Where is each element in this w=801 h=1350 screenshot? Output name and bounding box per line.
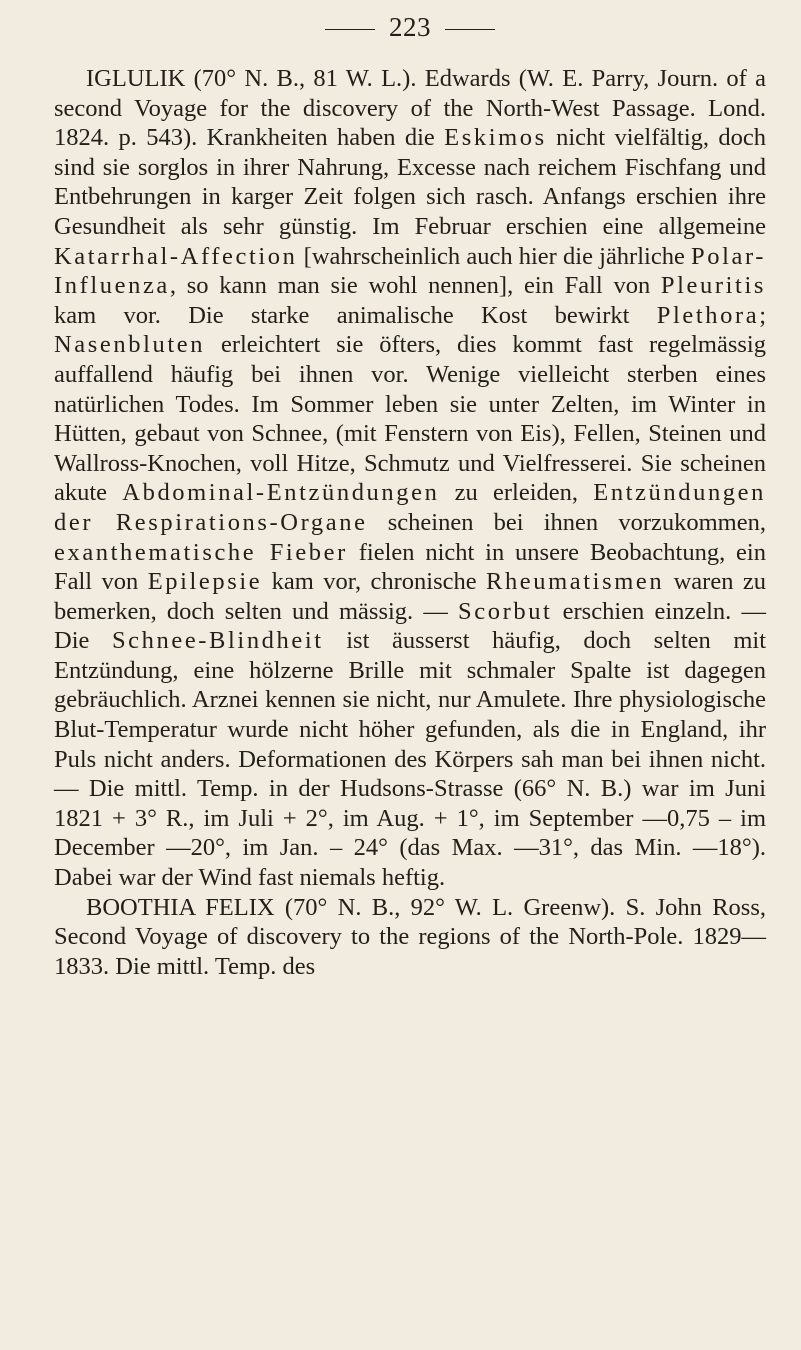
text-run: erleichtert sie öfters, dies kommt fast regelmässig auffallend häufig bei ihnen vor. Wenige vielleicht sterben eines natürlichen Todes. Im Sommer leben sie unter Zelten, im Winter in Hütten, gebaut von Schnee, (mit Fenstern von Eis), Fellen, Steinen und Wallross-Knochen, voll Hitze, Schmutz und Vielfresserei. Sie scheinen akute <box>54 331 766 507</box>
text-run: (70° N. B., 81 W. L.). Edwards (W. E. Parry, Journ. of a second Voyage for the discovery of the North-West Passage. Lond. 1824. p. 543). Krankheiten haben die <box>54 65 766 152</box>
emphasized-term: Pleuritis <box>660 272 766 300</box>
emphasized-term: Polar-Influenza <box>54 242 766 300</box>
text-run: ; <box>759 301 766 329</box>
text-run: fielen nicht in unsere Beobachtung, ein Fall von <box>54 538 766 596</box>
emphasized-term: Scorbut <box>458 597 553 625</box>
page-header <box>54 14 766 48</box>
text-run: scheinen bei ihnen vorzukommen, <box>367 508 766 536</box>
text-run: erschien einzeln. — Die <box>54 597 766 655</box>
header-rule-right <box>445 29 495 30</box>
emphasized-term: Epilepsie <box>147 568 263 596</box>
emphasized-term: Katarrhal-Affection <box>54 242 298 270</box>
emphasized-term: Nasenbluten <box>54 331 206 359</box>
text-run: , so kann man sie wohl nennen], ein Fall von <box>169 272 661 300</box>
document-page <box>54 14 766 981</box>
text-run: (70° N. B., 92° W. L. Greenw). S. John Ross, Second Voyage of discovery to the regions of the North-Pole. 1829—1833. Die mittl. Temp. des <box>54 893 766 980</box>
paragraph <box>54 893 766 982</box>
body-text <box>54 64 766 981</box>
text-run: nicht vielfältig, doch sind sie sorglos in ihrer Nahrung, Excesse nach reichem Fischfang und Entbehrungen in karger Zeit folgen sich rasch. Anfangs erschien ihre Gesundheit als sehr günstig. Im Februar erschien eine allgemeine <box>54 124 766 240</box>
emphasized-term: Schnee-Blindheit <box>111 627 324 655</box>
paragraph <box>54 64 766 893</box>
place-heading: BOOTHIA FELIX <box>86 893 275 921</box>
emphasized-term: Eskimos <box>444 124 547 152</box>
header-rule-left <box>325 29 375 30</box>
text-run: [wahrscheinlich auch hier die jährliche <box>297 242 692 270</box>
emphasized-term: Abdominal-Entzündungen <box>122 479 440 507</box>
text-run: kam vor. Die starke animalische Kost bewirkt <box>54 301 657 329</box>
text-run: waren zu bemerken, doch selten und mässig. — <box>54 568 766 625</box>
text-run: ist äusserst häufig, doch selten mit Entzündung, eine hölzerne Brille mit schmaler Spalte ist dagegen gebräuchlich. Arznei kennen sie nicht, nur Amulete. Ihre physiologische Blut-Temperatur wurde nicht höher gefunden, als die in England, ihr Puls nicht anders. Deformationen des Körpers sah man bei ihnen nicht. — Die mittl. Temp. in der Hudsons-Strasse (66° N. B.) war im Juni 1821 + 3° R., im Juli + 2°, im Aug. + 1°, im September —0,75 – im December —20°, im Jan. – 24° (das Max. —31°, das Min. —18°). Dabei war der Wind fast niemals heftig. <box>54 627 766 892</box>
emphasized-term: Rheumatismen <box>486 568 665 596</box>
emphasized-term: Plethora <box>656 301 760 329</box>
page-number: 223 <box>389 12 431 42</box>
place-heading: IGLULIK <box>86 65 186 92</box>
text-run: zu erleiden, <box>439 479 594 507</box>
text-run: kam vor, chronische <box>262 568 487 596</box>
emphasized-term: exanthematische Fieber <box>54 538 348 566</box>
emphasized-term: Entzündungen der Respirations-Organe <box>54 479 766 536</box>
